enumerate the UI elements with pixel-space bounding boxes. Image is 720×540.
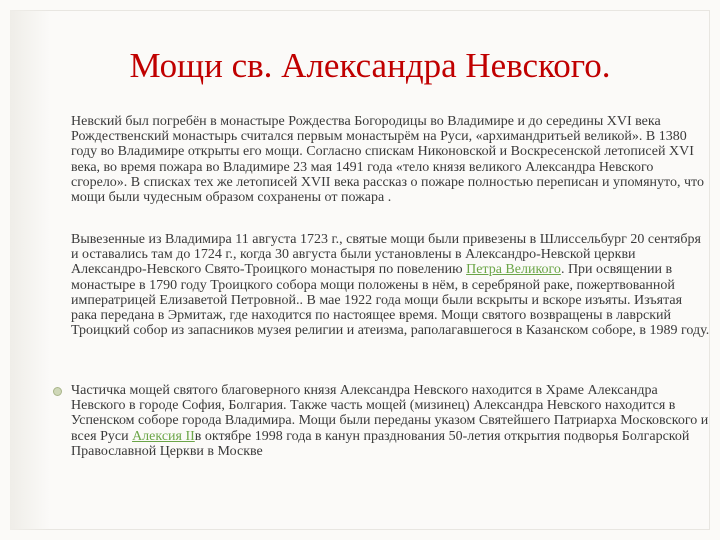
paragraph-transfer: [71, 232, 711, 338]
paragraph-relic-particles: [71, 383, 711, 459]
paragraph-relic-text-end: в октябре 1998 года в канун празднования 50-летия открытия подворья Болгарской Православной Церкви в Москве: [71, 428, 690, 459]
link-peter-the-great[interactable]: Петра Великого: [466, 262, 561, 278]
slide-title: Мощи св. Александра Невского.: [129, 46, 611, 85]
bullet-icon: [53, 387, 62, 396]
paragraph-relic-text: Частичка мощей святого благоверного князя Александра Невского находится в Храме Александра Невского в городе София, Болгария. Также часть мощей (мизинец) Александра Невского находится в Успенском соборе города Владимира. Мощи были переданы указом Святейшего Патриарха Московского и всея Руси: [71, 383, 709, 444]
paragraph-burial: Невский был погребён в монастыре Рождества Богородицы во Владимире и до середины XVI века Рождественский монастырь считался первым монастырём на Руси, «архимандритьей великой». В 1380 году во Владимире открыты его мощи. Согласно спискам Никоновской и Воскресенской летописей XVI века, во время пожара во Владимире 23 мая 1491 года «тело князя великого Александра Невского сгорело». В списках тех же летописей XVII века рассказ о пожаре полностью переписан и упомянуто, что мощи были чудесным образом сохранены от пожара .: [71, 114, 704, 206]
left-shade-decoration: [10, 10, 50, 530]
link-alexy-ii[interactable]: Алексия II: [132, 428, 195, 444]
paragraph-transfer-text: Вывезенные из Владимира 11 августа 1723 г., святые мощи были привезены в Шлиссельбург 20 сентября и оставались там до 1724 г., когда 30 августа были установлены в Александро-Невской церкви Александро-Невского Свято-Троицкого монастыря по повелению: [71, 232, 701, 278]
paragraph-transfer-text-end: . При освящении в монастыре в 1790 году Троицкого собора мощи положены в нём, в серебряной раке, пожертвованной императрицей Елизаветой Петровной.. В мае 1922 года мощи были вскрыты и вскоре изъяты. Изъятая рака передана в Эрмитаж, где находится по настоящее время. Мощи святого возвращены в лаврский Троицкий собор из запасников музея религии и атеизма, раполагавшегося в Казанском соборе, в 1989 году.: [71, 262, 710, 339]
